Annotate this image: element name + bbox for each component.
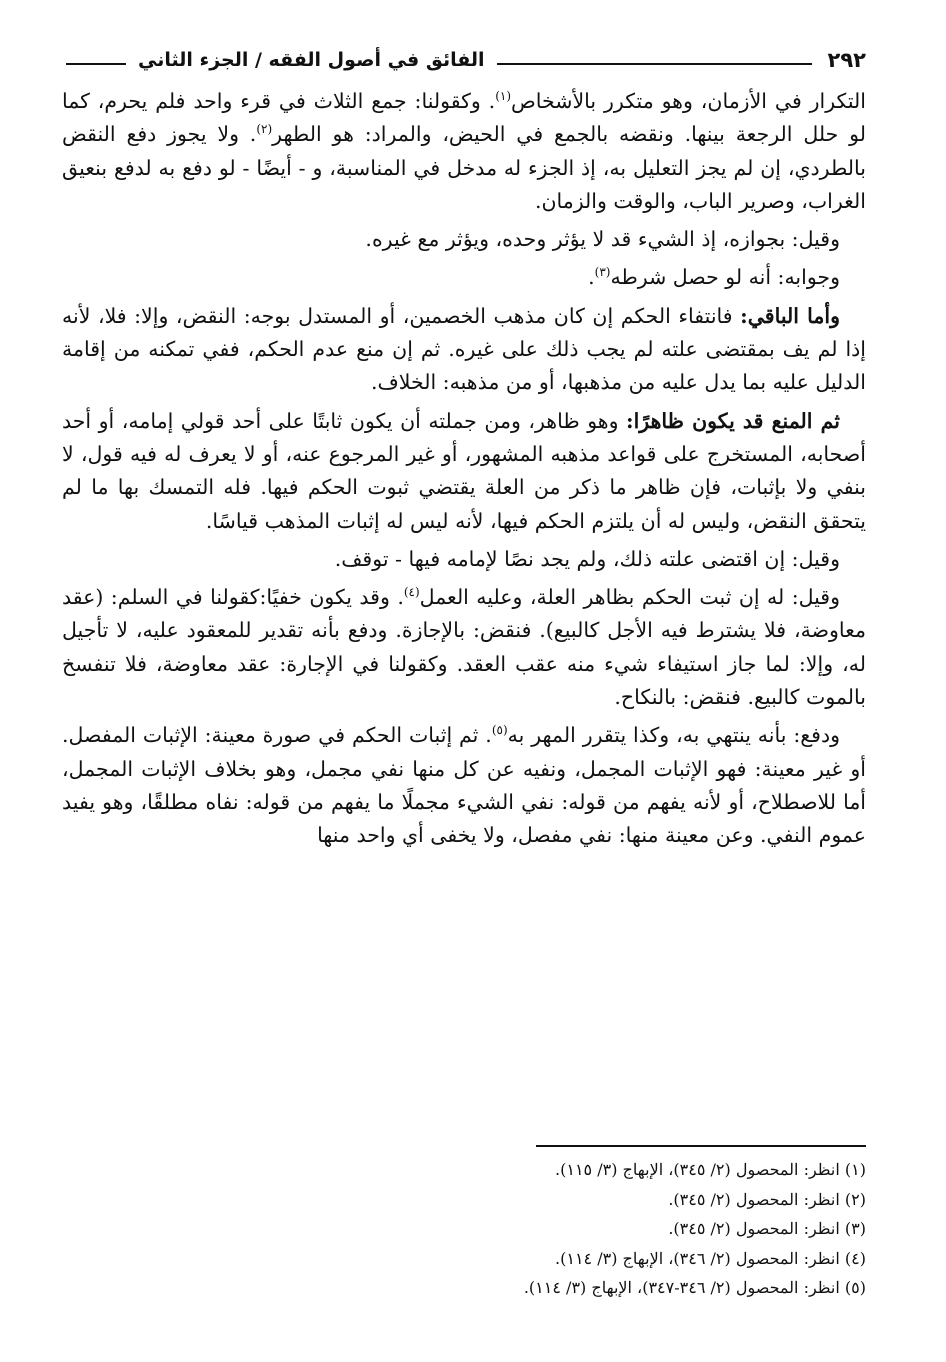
- paragraph-1-text-a: التكرار في الأزمان، وهو متكرر بالأشخاص: [511, 89, 866, 113]
- paragraph-4-heading: وأما الباقي:: [740, 303, 840, 328]
- paragraph-2: وقيل: بجوازه، إذ الشيء قد لا يؤثر وحده، ويؤثر مع غيره.: [365, 227, 840, 252]
- book-title: الفائق في أصول الفقه / الجزء الثاني: [138, 49, 485, 71]
- paragraph-8: [62, 719, 866, 852]
- footnotes: [62, 1155, 866, 1303]
- paragraph-8-text-a: ودفع: بأنه ينتهي به، وكذا يتقرر المهر به: [507, 723, 840, 748]
- footnote-ref-3: (٣): [594, 265, 611, 280]
- footnote-ref-1: (١): [495, 89, 512, 104]
- paragraph-7-text-a: وقيل: له إن ثبت الحكم بظاهر العلة، وعليه العمل: [419, 585, 841, 610]
- footnote-1: (١) انظر: المحصول (٢/ ٣٤٥)، الإبهاج (٣/ ١١٥).: [555, 1160, 866, 1179]
- footnote-ref-4: (٤): [403, 585, 420, 600]
- header-rule-right: [497, 63, 812, 65]
- paragraph-7-text-b: . وقد يكون خفيًا:كقولنا في السلم: (عقد معاوضة، فلا يشترط فيه الأجل كالبيع). فنقض: بالإجازة. ودفع بأنه تقدير للمعقود عليه، لا تأجيل له، وإلا: لما جاز استيفاء شيء منه عقب العقد. وكقولنا في الإجارة: عقد معاوضة، فلا تنفسخ بالموت كالبيع. فنقض: بالنكاح.: [62, 585, 866, 710]
- paragraph-1-text-b: . وكقولنا: جمع الثلاث في قرء واحد فلم يحرم، كما لو حلل الرجعة بينها. ونقضه بالجمع في الحيض، والمراد: هو الطهر: [62, 89, 866, 147]
- footnote-5: (٥) انظر: المحصول (٢/ ٣٤٦-٣٤٧)، الإبهاج (٣/ ١١٤).: [523, 1278, 866, 1297]
- footnote-2: (٢) انظر: المحصول (٢/ ٣٤٥).: [668, 1189, 866, 1209]
- paragraph-4: [62, 300, 866, 400]
- paragraph-5-text: وهو ظاهر، ومن جملته أن يكون ثابتًا على أحد قولي إمامه، أو أحد أصحابه، المستخرج على قواعد مذهبه المشهور، أو غير المرجوع عنه، أو لا يعرف له فيه قول، لا بنفي ولا بإثبات، فإن ظاهر ما ذكر من العلة يقتضي ثبوت الحكم فيها. فله التمسك بها ما لم يتحقق النقض، وليس له أن يلتزم الحكم فيها، لأنه ليس له إثبات المذهب قياسًا.: [62, 408, 866, 533]
- header-rule-left: [66, 63, 126, 65]
- paragraph-3-text-a: وجوابه: أنه لو حصل شرطه: [610, 265, 840, 290]
- paragraph-8-text-b: . ثم إثبات الحكم في صورة معينة: الإثبات المفصل. أو غير معينة: فهو الإثبات المجمل، ونفيه عن كل منها نفي مجمل، وهو بخلاف الإثبات المجمل، أما للاصطلاح، أو لأنه يفهم من قوله: نفي الشيء مجملًا ما يفهم من قوله: نفاه مطلقًا، وهو يفيد عموم النفي. وعن معينة منها: نفي مفصل، ولا يخفى أي واحد منها: [62, 723, 866, 848]
- footnote-3: (٣) انظر: المحصول (٢/ ٣٤٥).: [668, 1219, 866, 1238]
- paragraph-1-text-c: . ولا يجوز دفع النقض بالطردي، إن لم يجز التعليل به، إذ الجزء له مدخل في المناسبة، و - أيضًا - لو دفع به لدفع بنعيق الغراب، وصرير الباب، والوقت والزمان.: [62, 122, 866, 213]
- paragraph-3-text-b: .: [588, 265, 595, 290]
- body-text: [62, 85, 866, 858]
- page-header: [60, 42, 866, 78]
- paragraph-6: وقيل: إن اقتضى علته ذلك، ولم يجد نصًا لإمامه فيها - توقف.: [334, 546, 840, 571]
- footnote-separator: [536, 1145, 866, 1147]
- footnote-4: (٤) انظر: المحصول (٢/ ٣٤٦)، الإبهاج (٣/ ١١٤).: [555, 1248, 866, 1268]
- paragraph-3: [62, 261, 866, 294]
- paragraph-5-heading: ثم المنع قد يكون ظاهرًا:: [626, 408, 840, 433]
- footnote-ref-2: (٢): [256, 122, 273, 137]
- paragraph-4-text: فانتفاء الحكم إن كان مذهب الخصمين، أو المستدل بوجه: النقض، وإلا: فلا، لأنه إذا لم يف بمقتضى علته لم يجب ذلك على غيره. ثم إن منع عدم الحكم، ففي تمكنه من إقامة الدليل عليه بما يدل عليه من مذهبها، أو من مذهبه: الخلاف.: [62, 303, 866, 395]
- footnote-ref-5: (٥): [491, 723, 508, 738]
- paragraph-5: [62, 405, 866, 538]
- page-number: ٢٩٢: [827, 48, 866, 72]
- paragraph-1: [62, 85, 866, 218]
- paragraph-7: [62, 581, 866, 714]
